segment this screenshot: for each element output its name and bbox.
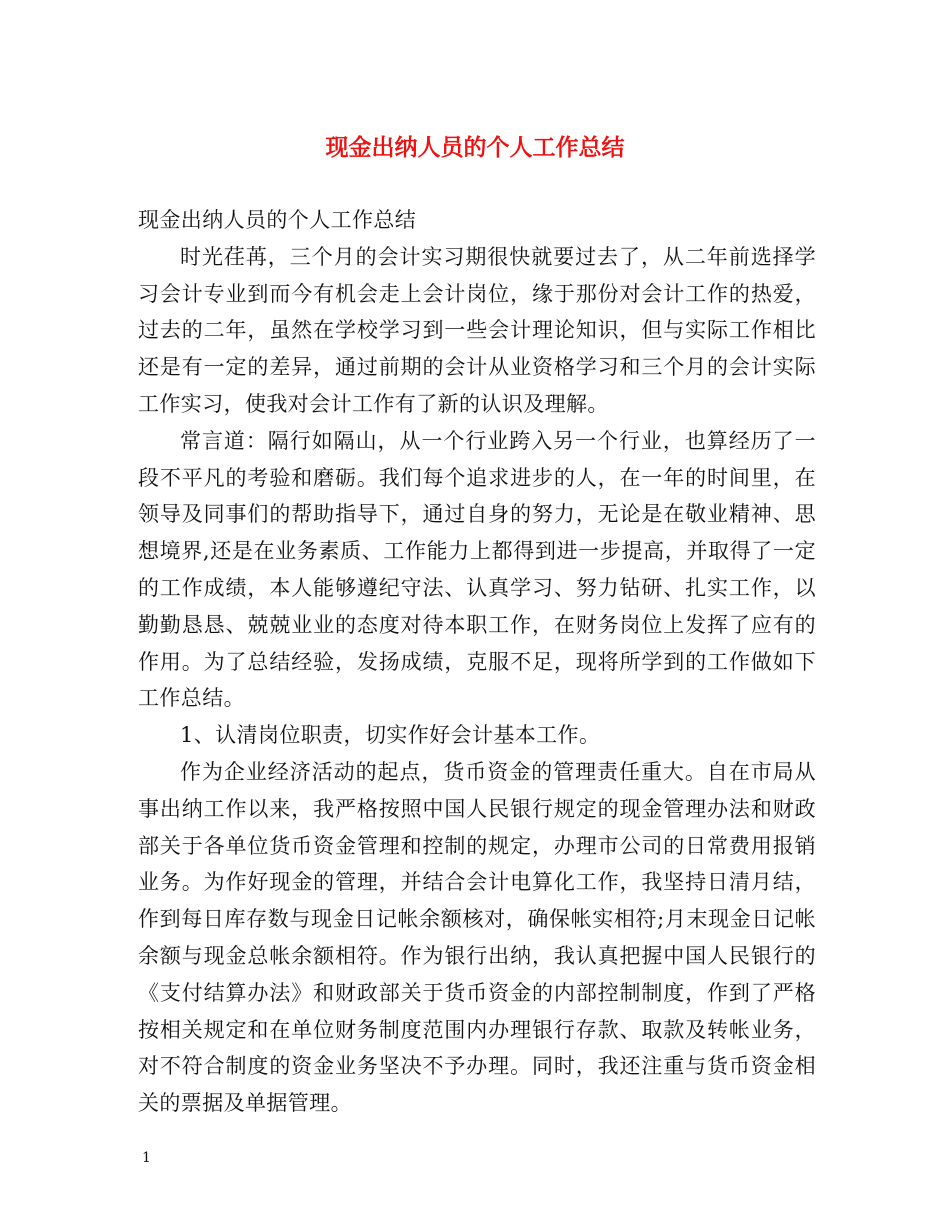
page-number: 1	[142, 1150, 151, 1166]
paragraph-3: 作为企业经济活动的起点，货币资金的管理责任重大。自在市局从事出纳工作以来，我严格按照中国人民银行规定的现金管理办法和财政部关于各单位货币资金管理和控制的规定，办理市公司的日常费用报销业务。为作好现金的管理，并结合会计电算化工作，我坚持日清月结，作到每日库存数与现金日记帐余额核对，确保帐实相符;月末现金日记帐余额与现金总帐余额相符。作为银行出纳，我认真把握中国人民银行的《支付结算办法》和财政部关于货币资金的内部控制制度，作到了严格按相关规定和在单位财务制度范围内办理银行存款、取款及转帐业务，对不符合制度的资金业务坚决不予办理。同时，我还注重与货币资金相关的票据及单据管理。	[138, 759, 816, 1116]
document-title: 现金出纳人员的个人工作总结	[325, 135, 625, 161]
paragraph-1: 时光荏苒，三个月的会计实习期很快就要过去了，从二年前选择学习会计专业到而今有机会走上会计岗位，缘于那份对会计工作的热爱，过去的二年，虽然在学校学习到一些会计理论知识，但与实际工作相比还是有一定的差异，通过前期的会计从业资格学习和三个月的会计实际工作实习，使我对会计工作有了新的认识及理解。	[138, 244, 816, 416]
document-subtitle: 现金出纳人员的个人工作总结	[138, 208, 417, 232]
paragraph-2: 常言道：隔行如隔山，从一个行业跨入另一个行业，也算经历了一段不平凡的考验和磨砺。我们每个追求进步的人，在一年的时间里，在领导及同事们的帮助指导下，通过自身的努力，无论是在敬业精神、思想境界,还是在业务素质、工作能力上都得到进一步提高，并取得了一定的工作成绩，本人能够遵纪守法、认真学习、努力钻研、扎实工作，以勤勤恳恳、兢兢业业的态度对待本职工作，在财务岗位上发挥了应有的作用。为了总结经验，发扬成绩，克服不足，现将所学到的工作做如下工作总结。	[138, 428, 816, 711]
document-body	[138, 202, 816, 1122]
section-heading-1: 1、认清岗位职责，切实作好会计基本工作。	[180, 723, 601, 748]
